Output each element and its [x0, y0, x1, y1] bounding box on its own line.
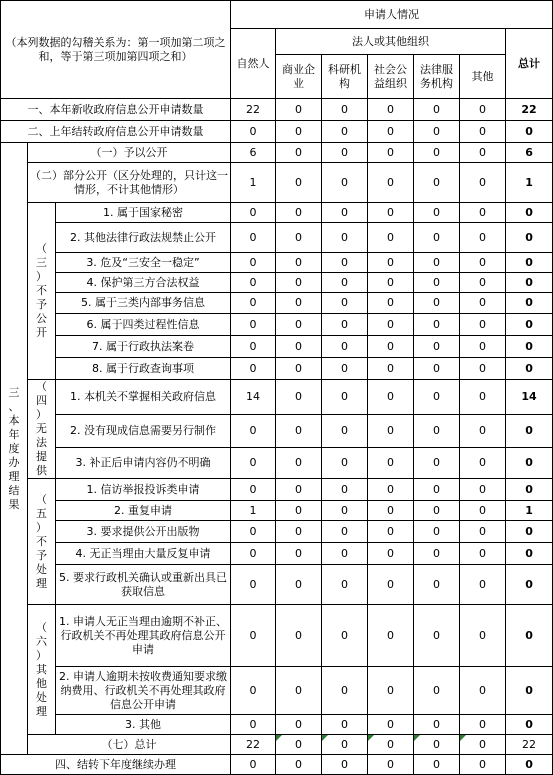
value-cell: 0 — [460, 99, 506, 121]
value-cell: 0 — [322, 543, 368, 565]
row-label: 一、本年新收政府信息公开申请数量 — [1, 99, 231, 121]
value-cell: 0 — [368, 479, 414, 501]
value-cell: 0 — [368, 735, 414, 755]
value-cell: 0 — [414, 605, 460, 667]
total-cell: 0 — [506, 273, 553, 293]
total-cell: 0 — [506, 414, 553, 447]
row-label: 2. 申请人逾期未按收费通知要求缴纳费用、行政机关不再处理其政府信息公开申请 — [56, 667, 231, 715]
value-cell: 0 — [322, 565, 368, 605]
value-cell: 0 — [460, 163, 506, 203]
value-cell: 0 — [460, 715, 506, 735]
value-cell: 0 — [276, 521, 322, 543]
value-cell: 0 — [322, 99, 368, 121]
value-cell: 1 — [231, 501, 276, 521]
row-label: 3. 要求提供公开出版物 — [56, 521, 231, 543]
value-cell: 0 — [368, 273, 414, 293]
value-cell: 0 — [231, 336, 276, 358]
value-cell: 0 — [368, 143, 414, 163]
row-label: （二）部分公开（区分处理的，只计这一情形，不计其他情形） — [28, 163, 231, 203]
value-cell: 0 — [368, 755, 414, 775]
value-cell: 0 — [276, 447, 322, 478]
total-cell: 0 — [506, 121, 553, 143]
group-label-g6: （ 六 ） 其 他 处 理 — [28, 605, 56, 735]
table-row — [1, 521, 553, 543]
value-cell: 0 — [460, 273, 506, 293]
value-cell: 0 — [368, 293, 414, 314]
value-cell: 0 — [368, 99, 414, 121]
value-cell: 0 — [414, 99, 460, 121]
value-cell: 0 — [231, 273, 276, 293]
value-cell: 0 — [322, 414, 368, 447]
total-cell: 6 — [506, 143, 553, 163]
value-cell: 0 — [414, 223, 460, 253]
row-label: 四、结转下年度继续办理 — [1, 755, 231, 775]
value-cell: 0 — [231, 314, 276, 336]
row-label: 1. 属于国家秘密 — [56, 203, 231, 223]
value-cell: 0 — [414, 414, 460, 447]
value-cell: 0 — [460, 380, 506, 415]
value-cell: 0 — [368, 203, 414, 223]
value-cell: 0 — [368, 565, 414, 605]
value-cell: 0 — [414, 358, 460, 380]
value-cell: 0 — [460, 735, 506, 755]
value-cell: 0 — [322, 163, 368, 203]
value-cell: 0 — [414, 501, 460, 521]
value-cell: 0 — [368, 314, 414, 336]
value-cell: 0 — [231, 543, 276, 565]
value-cell: 0 — [276, 99, 322, 121]
value-cell: 0 — [276, 479, 322, 501]
value-cell: 0 — [231, 414, 276, 447]
header-natural-person: 自然人 — [231, 29, 276, 99]
total-cell: 0 — [506, 543, 553, 565]
total-cell: 0 — [506, 605, 553, 667]
value-cell: 0 — [276, 715, 322, 735]
total-cell: 0 — [506, 479, 553, 501]
total-cell: 0 — [506, 667, 553, 715]
value-cell: 0 — [460, 543, 506, 565]
header-total: 总计 — [506, 29, 553, 99]
row-label: 7. 属于行政执法案卷 — [56, 336, 231, 358]
header-business: 商业企业 — [276, 55, 322, 99]
value-cell: 0 — [414, 293, 460, 314]
table-row — [1, 543, 553, 565]
table-row — [1, 253, 553, 273]
table-row — [1, 293, 553, 314]
value-cell: 0 — [276, 336, 322, 358]
value-cell: 0 — [414, 715, 460, 735]
value-cell: 0 — [460, 223, 506, 253]
value-cell: 0 — [460, 121, 506, 143]
value-cell: 0 — [276, 667, 322, 715]
value-cell: 0 — [460, 479, 506, 501]
value-cell: 0 — [460, 414, 506, 447]
row-label: 4. 保护第三方合法权益 — [56, 273, 231, 293]
header-applicant-info: 申请人情况 — [231, 1, 553, 29]
value-cell: 0 — [368, 253, 414, 273]
value-cell: 0 — [276, 565, 322, 605]
value-cell: 0 — [276, 223, 322, 253]
value-cell: 0 — [460, 336, 506, 358]
value-cell: 0 — [276, 380, 322, 415]
value-cell: 0 — [322, 715, 368, 735]
total-cell: 1 — [506, 163, 553, 203]
header-research: 科研机构 — [322, 55, 368, 99]
table-row — [1, 755, 553, 775]
value-cell: 0 — [322, 755, 368, 775]
value-cell: 0 — [368, 336, 414, 358]
table-row — [1, 203, 553, 223]
value-cell: 0 — [231, 121, 276, 143]
table-row — [1, 163, 553, 203]
value-cell: 0 — [322, 479, 368, 501]
value-cell: 0 — [368, 223, 414, 253]
total-cell: 0 — [506, 358, 553, 380]
value-cell: 0 — [231, 203, 276, 223]
value-cell: 0 — [414, 380, 460, 415]
value-cell: 0 — [414, 447, 460, 478]
value-cell: 0 — [276, 314, 322, 336]
value-cell: 0 — [414, 121, 460, 143]
value-cell: 0 — [414, 565, 460, 605]
value-cell: 0 — [414, 755, 460, 775]
value-cell: 0 — [414, 667, 460, 715]
value-cell: 0 — [276, 735, 322, 755]
value-cell: 0 — [276, 293, 322, 314]
table-row — [1, 735, 553, 755]
row-label: 6. 属于四类过程性信息 — [56, 314, 231, 336]
value-cell: 0 — [368, 380, 414, 415]
table-row — [1, 479, 553, 501]
value-cell: 0 — [368, 447, 414, 478]
value-cell: 0 — [414, 143, 460, 163]
value-cell: 0 — [322, 121, 368, 143]
value-cell: 0 — [368, 521, 414, 543]
value-cell: 0 — [322, 667, 368, 715]
total-cell: 0 — [506, 755, 553, 775]
value-cell: 1 — [231, 163, 276, 203]
value-cell: 0 — [414, 543, 460, 565]
value-cell: 0 — [368, 543, 414, 565]
total-cell: 0 — [506, 336, 553, 358]
value-cell: 0 — [460, 605, 506, 667]
value-cell: 0 — [322, 521, 368, 543]
value-cell: 0 — [368, 414, 414, 447]
value-cell: 0 — [414, 273, 460, 293]
row-label: 1. 申请人无正当理由逾期不补正、行政机关不再处理其政府信息公开申请 — [56, 605, 231, 667]
total-cell: 0 — [506, 314, 553, 336]
total-cell: 14 — [506, 380, 553, 415]
value-cell: 0 — [368, 667, 414, 715]
value-cell: 0 — [414, 479, 460, 501]
value-cell: 0 — [322, 735, 368, 755]
value-cell: 0 — [460, 293, 506, 314]
header-social-welfare: 社会公益组织 — [368, 55, 414, 99]
value-cell: 0 — [276, 543, 322, 565]
value-cell: 0 — [231, 358, 276, 380]
header-other: 其他 — [460, 55, 506, 99]
table-row — [1, 667, 553, 715]
table-row — [1, 121, 553, 143]
group-label-g3: （ 三 ） 不 予 公 开 — [28, 203, 56, 380]
value-cell: 0 — [231, 293, 276, 314]
table-row — [1, 447, 553, 478]
value-cell: 0 — [322, 447, 368, 478]
value-cell: 0 — [460, 565, 506, 605]
total-cell: 0 — [506, 565, 553, 605]
value-cell: 0 — [276, 273, 322, 293]
value-cell: 0 — [414, 336, 460, 358]
value-cell: 0 — [276, 143, 322, 163]
total-cell: 0 — [506, 203, 553, 223]
value-cell: 0 — [368, 121, 414, 143]
value-cell: 0 — [322, 253, 368, 273]
value-cell: 0 — [276, 414, 322, 447]
value-cell: 0 — [414, 521, 460, 543]
table-row — [1, 565, 553, 605]
value-cell: 0 — [460, 358, 506, 380]
row-label: 8. 属于行政查询事项 — [56, 358, 231, 380]
header-legal-org: 法人或其他组织 — [276, 29, 506, 55]
total-cell: 0 — [506, 223, 553, 253]
value-cell: 0 — [368, 501, 414, 521]
total-cell: 0 — [506, 293, 553, 314]
value-cell: 0 — [460, 203, 506, 223]
value-cell: 0 — [276, 121, 322, 143]
value-cell: 0 — [460, 447, 506, 478]
value-cell: 0 — [322, 380, 368, 415]
row-label: 3. 危及“三安全一稳定” — [56, 253, 231, 273]
row-label: 2. 其他法律行政法规禁止公开 — [56, 223, 231, 253]
table-row — [1, 501, 553, 521]
value-cell: 0 — [322, 143, 368, 163]
value-cell: 0 — [231, 667, 276, 715]
table-row — [1, 336, 553, 358]
value-cell: 0 — [276, 605, 322, 667]
value-cell: 0 — [322, 358, 368, 380]
table-row — [1, 380, 553, 415]
row-label: 1. 信访举报投诉类申请 — [56, 479, 231, 501]
value-cell: 0 — [322, 605, 368, 667]
value-cell: 22 — [231, 99, 276, 121]
value-cell: 0 — [231, 605, 276, 667]
row-label: 5. 属于三类内部事务信息 — [56, 293, 231, 314]
value-cell: 0 — [414, 253, 460, 273]
table-row — [1, 605, 553, 667]
table-row — [1, 414, 553, 447]
value-cell: 0 — [231, 715, 276, 735]
value-cell: 0 — [460, 501, 506, 521]
value-cell: 0 — [460, 521, 506, 543]
total-cell: 0 — [506, 715, 553, 735]
value-cell: 0 — [368, 163, 414, 203]
row-label: 4. 无正当理由大量反复申请 — [56, 543, 231, 565]
row-label: 3. 其他 — [56, 715, 231, 735]
value-cell: 0 — [276, 163, 322, 203]
value-cell: 0 — [460, 667, 506, 715]
group-label-g4: （ 四 ） 无 法 提 供 — [28, 380, 56, 479]
value-cell: 0 — [231, 447, 276, 478]
value-cell: 0 — [276, 755, 322, 775]
value-cell: 6 — [231, 143, 276, 163]
value-cell: 0 — [414, 314, 460, 336]
value-cell: 0 — [322, 501, 368, 521]
value-cell: 0 — [460, 755, 506, 775]
section-three-label: 三 、 本 年 度 办 理 结 果 — [1, 143, 28, 755]
value-cell: 0 — [231, 253, 276, 273]
value-cell: 0 — [276, 203, 322, 223]
row-label: 2. 重复申请 — [56, 501, 231, 521]
value-cell: 22 — [231, 735, 276, 755]
value-cell: 0 — [322, 273, 368, 293]
row-label: 1. 本机关不掌握相关政府信息 — [56, 380, 231, 415]
value-cell: 0 — [322, 293, 368, 314]
row-label: （一）予以公开 — [28, 143, 231, 163]
total-cell: 0 — [506, 253, 553, 273]
value-cell: 0 — [414, 163, 460, 203]
value-cell: 0 — [460, 143, 506, 163]
group-label-g5: （ 五 ） 不 予 处 理 — [28, 479, 56, 605]
row-label: 5. 要求行政机关确认或重新出具已获取信息 — [56, 565, 231, 605]
value-cell: 0 — [414, 203, 460, 223]
total-cell: 22 — [506, 99, 553, 121]
value-cell: 0 — [276, 253, 322, 273]
value-cell: 0 — [231, 565, 276, 605]
value-cell: 0 — [322, 203, 368, 223]
value-cell: 14 — [231, 380, 276, 415]
row-label: 2. 没有现成信息需要另行制作 — [56, 414, 231, 447]
value-cell: 0 — [322, 336, 368, 358]
value-cell: 0 — [322, 223, 368, 253]
value-cell: 0 — [368, 358, 414, 380]
row-label: （七）总计 — [28, 735, 231, 755]
value-cell: 0 — [276, 501, 322, 521]
table-row — [1, 314, 553, 336]
value-cell: 0 — [368, 715, 414, 735]
value-cell: 0 — [460, 253, 506, 273]
value-cell: 0 — [231, 521, 276, 543]
row-label: 3. 补正后申请内容仍不明确 — [56, 447, 231, 478]
value-cell: 0 — [414, 735, 460, 755]
value-cell: 0 — [322, 314, 368, 336]
total-cell: 0 — [506, 447, 553, 478]
table-row — [1, 358, 553, 380]
value-cell: 0 — [276, 358, 322, 380]
value-cell: 0 — [231, 755, 276, 775]
table-row — [1, 715, 553, 735]
header-note: （本列数据的勾稽关系为：第一项加第二项之和，等于第三项加第四项之和） — [1, 1, 231, 99]
header-legal-service: 法律服务机构 — [414, 55, 460, 99]
table-row — [1, 223, 553, 253]
row-label: 二、上年结转政府信息公开申请数量 — [1, 121, 231, 143]
value-cell: 0 — [231, 479, 276, 501]
total-cell: 0 — [506, 521, 553, 543]
value-cell: 0 — [368, 605, 414, 667]
table-row — [1, 273, 553, 293]
total-cell: 22 — [506, 735, 553, 755]
total-cell: 1 — [506, 501, 553, 521]
value-cell: 0 — [231, 223, 276, 253]
table-row — [1, 99, 553, 121]
table-row — [1, 143, 553, 163]
value-cell: 0 — [460, 314, 506, 336]
